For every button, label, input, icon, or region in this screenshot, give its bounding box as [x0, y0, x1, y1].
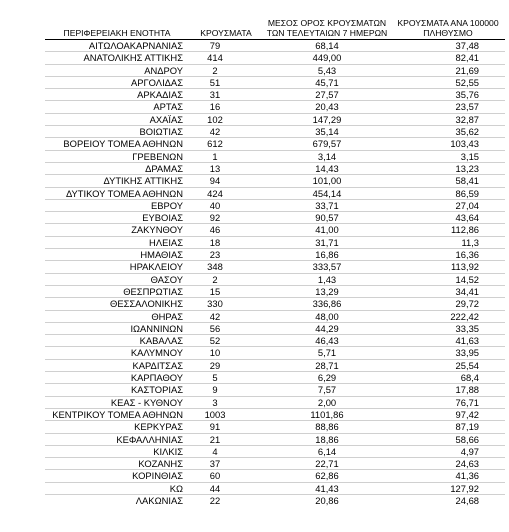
table-row: [45, 162, 505, 174]
cell-per-100k: 58,66: [391, 433, 505, 445]
cell-avg-7d: 46,43: [263, 335, 391, 347]
cell-region: ΚΕΝΤΡΙΚΟΥ ΤΟΜΕΑ ΑΘΗΝΩΝ: [45, 408, 189, 420]
cell-per-100k: 37,48: [391, 40, 505, 52]
cell-avg-7d: 44,29: [263, 322, 391, 334]
cell-avg-7d: 6,29: [263, 372, 391, 384]
table-row: [45, 421, 505, 433]
cell-region: ΘΕΣΠΡΩΤΙΑΣ: [45, 285, 189, 297]
cell-per-100k: 113,92: [391, 261, 505, 273]
cell-per-100k: 41,36: [391, 470, 505, 482]
cell-cases: 348: [189, 261, 263, 273]
cell-region: ΖΑΚΥΝΘΟΥ: [45, 224, 189, 236]
cell-cases: 31: [189, 89, 263, 101]
cell-region: ΘΑΣΟΥ: [45, 273, 189, 285]
cell-per-100k: 32,87: [391, 113, 505, 125]
cell-avg-7d: 6,14: [263, 445, 391, 457]
table-row: [45, 175, 505, 187]
cell-per-100k: 35,76: [391, 89, 505, 101]
cell-per-100k: 58,41: [391, 175, 505, 187]
cell-per-100k: 13,23: [391, 162, 505, 174]
table-header: [45, 5, 505, 40]
table-row: [45, 113, 505, 125]
cell-avg-7d: 333,57: [263, 261, 391, 273]
cell-avg-7d: 18,86: [263, 433, 391, 445]
table-row: [45, 372, 505, 384]
cell-avg-7d: 454,14: [263, 187, 391, 199]
cell-region: ΓΡΕΒΕΝΩΝ: [45, 150, 189, 162]
cell-cases: 1003: [189, 408, 263, 420]
cell-region: ΑΡΚΑΔΙΑΣ: [45, 89, 189, 101]
table-row: [45, 187, 505, 199]
table-row: [45, 433, 505, 445]
cell-region: ΚΑΣΤΟΡΙΑΣ: [45, 384, 189, 396]
cell-region: ΚΕΦΑΛΛΗΝΙΑΣ: [45, 433, 189, 445]
cell-cases: 92: [189, 212, 263, 224]
cell-region: ΙΩΑΝΝΙΝΩΝ: [45, 322, 189, 334]
cell-avg-7d: 2,00: [263, 396, 391, 408]
table-row: [45, 458, 505, 470]
cell-per-100k: 16,36: [391, 249, 505, 261]
cell-region: ΗΛΕΙΑΣ: [45, 236, 189, 248]
table-row: [45, 322, 505, 334]
cell-cases: 3: [189, 396, 263, 408]
cell-cases: 40: [189, 199, 263, 211]
cell-region: ΘΕΣΣΑΛΟΝΙΚΗΣ: [45, 298, 189, 310]
cell-region: ΚΟΖΑΝΗΣ: [45, 458, 189, 470]
cell-cases: 52: [189, 335, 263, 347]
cell-cases: 51: [189, 76, 263, 88]
cell-avg-7d: 20,43: [263, 101, 391, 113]
cell-cases: 2: [189, 273, 263, 285]
cell-cases: 10: [189, 347, 263, 359]
table-row: [45, 138, 505, 150]
table-row: [45, 212, 505, 224]
cell-cases: 23: [189, 249, 263, 261]
cell-avg-7d: 22,71: [263, 458, 391, 470]
cell-per-100k: 112,86: [391, 224, 505, 236]
cell-cases: 414: [189, 52, 263, 64]
cell-region: ΑΡΓΟΛΙΔΑΣ: [45, 76, 189, 88]
table-row: [45, 347, 505, 359]
cell-per-100k: 11,3: [391, 236, 505, 248]
cell-cases: 2: [189, 64, 263, 76]
cell-cases: 21: [189, 433, 263, 445]
cell-cases: 1: [189, 150, 263, 162]
cell-per-100k: 86,59: [391, 187, 505, 199]
cell-cases: 46: [189, 224, 263, 236]
cell-cases: 94: [189, 175, 263, 187]
cell-region: ΑΡΤΑΣ: [45, 101, 189, 113]
cell-cases: 102: [189, 113, 263, 125]
cell-per-100k: 25,54: [391, 359, 505, 371]
cell-region: ΚΕΡΚΥΡΑΣ: [45, 421, 189, 433]
cell-region: ΑΝΑΤΟΛΙΚΗΣ ΑΤΤΙΚΗΣ: [45, 52, 189, 64]
cell-region: ΑΝΔΡΟΥ: [45, 64, 189, 76]
table-row: [45, 76, 505, 88]
cell-cases: 42: [189, 310, 263, 322]
table-row: [45, 249, 505, 261]
cell-cases: 56: [189, 322, 263, 334]
table-body: [45, 40, 505, 507]
cell-per-100k: 34,41: [391, 285, 505, 297]
table-row: [45, 64, 505, 76]
cell-region: ΚΑΡΔΙΤΣΑΣ: [45, 359, 189, 371]
cell-avg-7d: 62,86: [263, 470, 391, 482]
cell-region: ΒΟΙΩΤΙΑΣ: [45, 126, 189, 138]
cell-per-100k: 76,71: [391, 396, 505, 408]
cell-avg-7d: 1,43: [263, 273, 391, 285]
table-row: [45, 126, 505, 138]
table-row: [45, 396, 505, 408]
table-row: [45, 285, 505, 297]
cell-region: ΚΟΡΙΝΘΙΑΣ: [45, 470, 189, 482]
cell-cases: 18: [189, 236, 263, 248]
cell-avg-7d: 5,43: [263, 64, 391, 76]
cell-per-100k: 21,69: [391, 64, 505, 76]
cell-per-100k: 127,92: [391, 482, 505, 494]
cell-region: ΘΗΡΑΣ: [45, 310, 189, 322]
table-row: [45, 408, 505, 420]
cell-avg-7d: 27,57: [263, 89, 391, 101]
cell-cases: 91: [189, 421, 263, 433]
cell-region: ΗΜΑΘΙΑΣ: [45, 249, 189, 261]
table-row: [45, 224, 505, 236]
cell-avg-7d: 1101,86: [263, 408, 391, 420]
cell-avg-7d: 16,86: [263, 249, 391, 261]
cell-region: ΕΒΡΟΥ: [45, 199, 189, 211]
cell-per-100k: 24,68: [455, 494, 479, 506]
table-row: [45, 52, 505, 64]
cell-per-100k: 97,42: [391, 408, 505, 420]
header-cases: ΚΡΟΥΣΜΑΤΑ: [189, 5, 263, 40]
cell-region: ΑΧΑΪΑΣ: [45, 113, 189, 125]
table-row: [45, 40, 505, 52]
cell-avg-7d: 45,71: [263, 76, 391, 88]
cell-avg-7d: 449,00: [263, 52, 391, 64]
cell-avg-7d: 147,29: [263, 113, 391, 125]
cell-per-100k: 4,97: [391, 445, 505, 457]
cell-region: ΚΩ: [45, 482, 189, 494]
table-row: [45, 236, 505, 248]
table-row: [45, 101, 505, 113]
cell-cases: 79: [189, 40, 263, 52]
cell-avg-7d: 31,71: [263, 236, 391, 248]
table-row: [45, 470, 505, 482]
cell-cases: 612: [189, 138, 263, 150]
cell-per-100k: 82,41: [391, 52, 505, 64]
cell-avg-7d: 41,00: [263, 224, 391, 236]
cell-per-100k: 14,52: [391, 273, 505, 285]
cell-per-100k: 3,15: [391, 150, 505, 162]
table-row: [45, 384, 505, 396]
cell-per-100k: 23,57: [391, 101, 505, 113]
table-row: [45, 261, 505, 273]
header-per-100k: ΚΡΟΥΣΜΑΤΑ ΑΝΑ 100000 ΠΛΗΘΥΣΜΟ: [391, 5, 505, 40]
table-row: [45, 494, 505, 506]
cell-region: ΚΑΡΠΑΘΟΥ: [45, 372, 189, 384]
cell-avg-7d: 101,00: [263, 175, 391, 187]
cell-region: ΚΕΑΣ - ΚΥΘΝΟΥ: [45, 396, 189, 408]
cell-cases: 37: [189, 458, 263, 470]
cell-cases: 13: [189, 162, 263, 174]
table-row: [45, 150, 505, 162]
cell-region: ΚΑΛΥΜΝΟΥ: [45, 347, 189, 359]
cell-avg-7d: 41,43: [263, 482, 391, 494]
cell-per-100k: 43,64: [391, 212, 505, 224]
cell-region: ΕΥΒΟΙΑΣ: [45, 212, 189, 224]
table-row: [45, 445, 505, 457]
cell-avg-7d: 28,71: [263, 359, 391, 371]
table-row: [45, 199, 505, 211]
cell-cases: 15: [189, 285, 263, 297]
cell-avg-7d: 5,71: [263, 347, 391, 359]
cell-cases: 44: [189, 482, 263, 494]
cell-per-100k: 68,4: [391, 372, 505, 384]
cell-region: ΒΟΡΕΙΟΥ ΤΟΜΕΑ ΑΘΗΝΩΝ: [45, 138, 189, 150]
cell-avg-7d: 13,29: [263, 285, 391, 297]
cell-avg-7d: 88,86: [263, 421, 391, 433]
cell-per-100k: 222,42: [391, 310, 505, 322]
table-row: [45, 298, 505, 310]
cell-region: ΗΡΑΚΛΕΙΟΥ: [45, 261, 189, 273]
cell-avg-7d: 35,14: [263, 126, 391, 138]
cell-avg-7d: 68,14: [263, 40, 391, 52]
cell-cases: 60: [189, 470, 263, 482]
cell-per-100k: 33,95: [391, 347, 505, 359]
cell-region: ΔΥΤΙΚΟΥ ΤΟΜΕΑ ΑΘΗΝΩΝ: [45, 187, 189, 199]
cell-per-100k: 24,63: [391, 458, 505, 470]
cell-region: ΔΡΑΜΑΣ: [45, 162, 189, 174]
cell-region: ΚΙΛΚΙΣ: [45, 445, 189, 457]
cell-avg-7d: 14,43: [263, 162, 391, 174]
cell-avg-7d: 33,71: [263, 199, 391, 211]
cell-per-100k: 35,62: [391, 126, 505, 138]
header-row: [45, 5, 505, 40]
cell-region: ΚΑΒΑΛΑΣ: [45, 335, 189, 347]
table-row: [45, 335, 505, 347]
cell-cases: 9: [189, 384, 263, 396]
cell-per-100k: 103,43: [391, 138, 505, 150]
cell-region: ΛΑΚΩΝΙΑΣ: [135, 494, 183, 506]
cell-per-100k: 87,19: [391, 421, 505, 433]
header-region: ΠΕΡΙΦΕΡΕΙΑΚΗ ΕΝΟΤΗΤΑ: [45, 5, 189, 40]
table-row: [45, 273, 505, 285]
cell-cases: 42: [189, 126, 263, 138]
table-row: [45, 310, 505, 322]
cell-cases: 16: [189, 101, 263, 113]
cell-avg-7d: 90,57: [263, 212, 391, 224]
table-row: [45, 482, 505, 494]
cell-avg-7d: 679,57: [263, 138, 391, 150]
cell-avg-7d: 48,00: [263, 310, 391, 322]
cell-region: ΑΙΤΩΛΟΑΚΑΡΝΑΝΙΑΣ: [45, 40, 189, 52]
cases-table: [45, 5, 505, 506]
cell-per-100k: 41,63: [391, 335, 505, 347]
cell-region: ΔΥΤΙΚΗΣ ΑΤΤΙΚΗΣ: [45, 175, 189, 187]
cell-cases: 4: [189, 445, 263, 457]
cell-cases: 5: [189, 372, 263, 384]
cell-avg-7d: 7,57: [263, 384, 391, 396]
cell-avg-7d: 20,86: [315, 494, 339, 506]
table-row: [45, 359, 505, 371]
cell-cases: 22: [209, 494, 221, 506]
cell-per-100k: 52,55: [391, 76, 505, 88]
cell-per-100k: 27,04: [391, 199, 505, 211]
cell-avg-7d: 336,86: [263, 298, 391, 310]
cell-cases: 29: [189, 359, 263, 371]
cell-cases: 424: [189, 187, 263, 199]
cell-per-100k: 17,88: [391, 384, 505, 396]
cell-per-100k: 29,72: [391, 298, 505, 310]
cell-cases: 330: [189, 298, 263, 310]
table-row: [45, 89, 505, 101]
header-avg-7d: ΜΕΣΟΣ ΟΡΟΣ ΚΡΟΥΣΜΑΤΩΝ ΤΩΝ ΤΕΛΕΥΤΑΙΩΝ 7 ΗΜΕΡΩΝ: [263, 5, 391, 40]
cell-avg-7d: 3,14: [263, 150, 391, 162]
cell-per-100k: 33,35: [391, 322, 505, 334]
